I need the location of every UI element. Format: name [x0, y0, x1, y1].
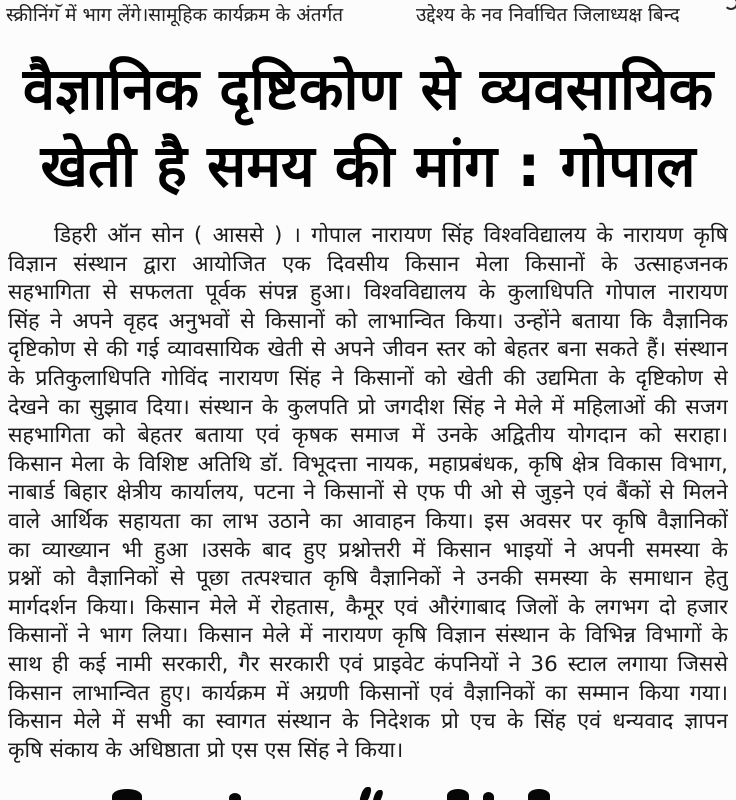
headline-line-1: वैज्ञानिक दृष्टिकोण से व्यवसायिक: [22, 55, 714, 123]
article-line: का व्याख्यान भी हुआ ।उसके बाद हुए प्रश्नोत्तरी में किसान भाइयों ने अपनी समस्या के: [8, 537, 728, 563]
cropped-letter-top: [229, 793, 241, 800]
article-line: किसानों ने भाग लिया। किसान मेले में नारायण कृषि विज्ञान संस्थान के विभिन्न विभागों के: [8, 623, 728, 649]
cropped-letter-top: [483, 792, 494, 800]
cropped-letter-top: [447, 789, 469, 800]
cropped-letter-top: [358, 787, 372, 800]
cropped-letter-top: [372, 790, 384, 800]
headline-line-2: खेती है समय की मांग : गोपाल: [40, 132, 696, 200]
cropped-top-text-row: [0, 0, 736, 30]
article-line: देखने का सुझाव दिया। संस्थान के कुलपति प्रो जगदीश सिंह ने मेले में महिलाओं की सजग: [8, 394, 728, 420]
article-line: वाले आर्थिक सहायता का लाभ उठाने का आवाहन किया। इस अवसर पर कृषि वैज्ञानिकों: [8, 508, 728, 534]
article-line: मार्गदर्शन किया। किसान मेले में रोहतास, कैमूर एवं औरंगाबाद जिलों के लगभग दो हजार: [8, 594, 728, 620]
cropped-letter-top: [112, 789, 142, 800]
article-line: साथ ही कई नामी सरकारी, गैर सरकारी एवं प्राइवेट कंपनियों ने 36 स्टाल लगाया जिससे: [8, 651, 728, 677]
article-headline: [0, 48, 736, 202]
top-strip-left-column-text: स्क्रीनिंग में भाग लेंगे।सामूहिक कार्यक्रम के अंतर्गत: [6, 4, 344, 26]
article-line: किसान लाभान्वित हुए। कार्यक्रम में अग्रणी किसानों एवं वैज्ञानिकों का सम्मान किया गया।: [8, 680, 728, 706]
article-line: किसान मेला के विशिष्ट अतिथि डॉ. विभूदत्ता नायक, महाप्रबंधक, कृषि क्षेत्र विकास विभाग,: [8, 451, 728, 477]
article-line: दृष्टिकोण से की गई व्यावसायिक खेती से अपने जीवन स्तर को बेहतर बना सकते हैं। संस्थान: [8, 337, 728, 363]
article-line: कृषि संकाय के अधिष्ठाता प्रो एस एस सिंह ने किया।: [8, 737, 404, 763]
article-line: सिंह ने अपने वृहद अनुभवों से किसानों को लाभान्वित किया। उन्होंने बताया कि वैज्ञानिक: [8, 308, 728, 334]
article-line: सहभागिता से सफलता पूर्वक संपन्न हुआ। विश्वविद्यालय के कुलाधिपति गोपाल नारायण: [8, 280, 728, 306]
article-line: सहभागिता को बेहतर बताया एवं कृषक समाज में उनके अद्वितीय योगदान को सराहा।: [8, 423, 728, 449]
article-line: किसान मेले में सभी का स्वागत संस्थान के निदेशक प्रो एच के सिंह एवं धन्यवाद ज्ञापन: [8, 709, 728, 735]
article-body: [8, 222, 728, 765]
article-line: डिहरी ऑन सोन ( आससे ) । गोपाल नारायण सिंह विश्वविद्यालय के नारायण कृषि: [54, 223, 728, 248]
top-strip-right-column-text: उद्देश्य के नव निर्वाचित जिलाध्यक्ष बिन्द: [416, 4, 680, 26]
cropped-next-headline: [0, 786, 736, 800]
cropped-corner-glyph: [724, 0, 736, 10]
article-line: के प्रतिकुलाधिपति गोविंद नारायण सिंह ने किसानों को खेती की उद्यमिता के दृष्टिकोण से: [8, 365, 728, 391]
article-line: विज्ञान संस्थान द्वारा आयोजित एक दिवसीय किसान मेला किसानों के उत्साहजनक: [8, 251, 728, 277]
article-line: नाबार्ड बिहार क्षेत्रीय कार्यालय, पटना ने किसानों से एफ पी ओ से जुड़ने एवं बैंकों से मिलने: [8, 480, 728, 506]
article-line: प्रश्नों को वैज्ञानिकों से पूछा तत्पश्चात कृषि वैज्ञानिकों ने उनकी समस्या के समाधान हेतु: [8, 566, 728, 592]
cropped-letter-top: [528, 789, 550, 800]
